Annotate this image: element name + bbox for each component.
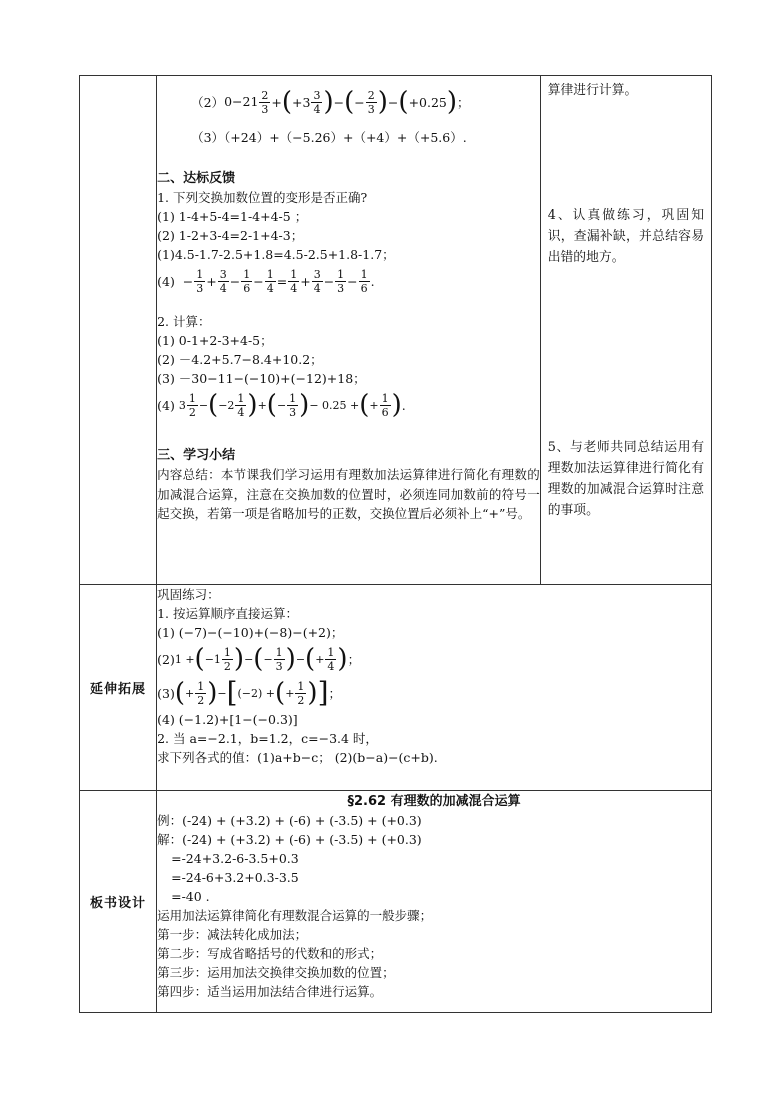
extension-q2: 2. 当 a=−2.1，b=1.2，c=−3.4 时， [157,731,378,746]
board-row [80,791,712,1013]
extension-q1-item-1: (1) (−7)−(−10)+(−8)−(+2)； [157,625,344,640]
question-2: 2. 计算： [157,314,211,329]
mixed-number: 0−21 $\frac{2}{3}$ [224,88,269,116]
q1-item-2: (2) 1-2+3-4=2-1+4-3； [157,228,304,243]
extension-q2-b: 求下列各式的值：(1)a+b−c； (2)(b−a)−(c+b). [157,750,438,765]
section-heading-feedback: 二、达标反馈 [157,171,236,186]
note-5: 5、与老师共同总结运用有理数加法运算律进行简化有理数的加减混合运算时注意的事项。 [547,440,704,518]
extension-row [80,585,712,791]
extension-q1-item-4: (4) (−1.2)+[1−(−0.3)] [157,712,298,727]
board-line-step2: =-24-6+3.2+0.3-3.5 [171,870,299,885]
question-1: 1. 下列交换加数位置的变形是否正确? [157,190,368,205]
board-step-1: 第一步：减法转化成加法； [157,927,308,942]
activities-label-cell [80,76,157,585]
extension-q1-item-3: (3) ( + $\frac{1}{2}$ ) − [ (−2) + ( + $\frac{1}{2}$ ) ] ； [157,676,342,709]
q2-item-4: (4) 3 $\frac{1}{2}$ − ( −2 $\frac{1}{4}$ ) + ( − $\frac{1}{3}$ ) − 0.25 + ( + $\frac{1}{6}$ ) . [157,390,406,420]
board-line-step1: =-24+3.2-6-3.5+0.3 [171,851,299,866]
q1-item-1: (1) 1-4+5-4=1-4+4-5 ； [157,209,308,224]
board-label: 板书设计 [80,791,157,1013]
board-line-solution: 解：(-24) + (+3.2) + (-6) + (-3.5) + (+0.3) [157,832,422,847]
q2-item-3: (3) －30−11−(−10)+(−12)+18； [157,371,366,386]
board-title: §2.62 有理数的加减混合运算 [347,794,521,809]
extension-q1-item-2: (2) 1 + ( −1 $\frac{1}{2}$ ) − ( − $\frac{1}{3}$ ) − ( + $\frac{1}{4}$ ) ； [157,644,361,674]
extension-title: 巩固练习： [157,587,220,602]
extension-content-cell [157,585,712,791]
summary-text: 内容总结：本节课我们学习运用有理数加法运算律进行简化有理数的加减混合运算，注意在交换加数的位置时，必须连同加数前的符号一起交换，若第一项是省略加号的正数，交换位置后必须补上“+”号。 [157,467,540,521]
q1-item-4: (4) − $\frac{1}{3}$ + $\frac{3}{4}$ − $\frac{1}{6}$ − $\frac{1}{4}$ = $\frac{1}{4}$ + $\frac{3}{4}$ − $\frac{1}{3}$ − $\frac{1}{6}$ . [157,267,375,295]
item-label: （2） [191,94,225,110]
math-item-2: （2） 0−21 $\frac{2}{3}$ + ( +3 $\frac{3}{4}$ ) − ( − $\frac{2}{3}$ ) − ( +0.25 ) ； [191,87,470,117]
notes-cell [540,76,711,585]
board-step-3: 第三步：运用加法交换律交换加数的位置； [157,965,395,980]
activities-content-cell [157,76,541,585]
extension-label: 延伸拓展 [80,585,157,791]
board-step-2: 第二步：写成省略括号的代数和的形式； [157,946,383,961]
q1-item-3: (1)4.5-1.7-2.5+1.8=4.5-2.5+1.8-1.7； [157,247,395,262]
math-item-3: （3）（+24）+（−5.26）+（+4）+（+5.6）. [191,130,467,145]
note-4: 4、认真做练习，巩固知识，查漏补缺，并总结容易出错的地方。 [547,208,704,265]
q2-item-2: (2) －4.2+5.7−8.4+10.2； [157,352,323,367]
section-heading-summary: 三、学习小结 [157,448,236,463]
lesson-table [79,75,712,1013]
extension-q1: 1. 按运算顺序直接运算： [157,606,299,621]
q2-item-1: (1) 0-1+2-3+4-5； [157,333,273,348]
board-line-result: =-40 . [171,889,210,904]
board-step-4: 第四步：适当运用加法结合律进行运算。 [157,984,383,999]
activities-row [80,76,712,585]
board-content-cell [157,791,712,1013]
board-line-general: 运用加法运算律简化有理数混合运算的一般步骤； [157,908,433,923]
board-line-example: 例：(-24) + (+3.2) + (-6) + (-3.5) + (+0.3) [157,813,422,828]
note-1: 算律进行计算。 [547,83,638,98]
